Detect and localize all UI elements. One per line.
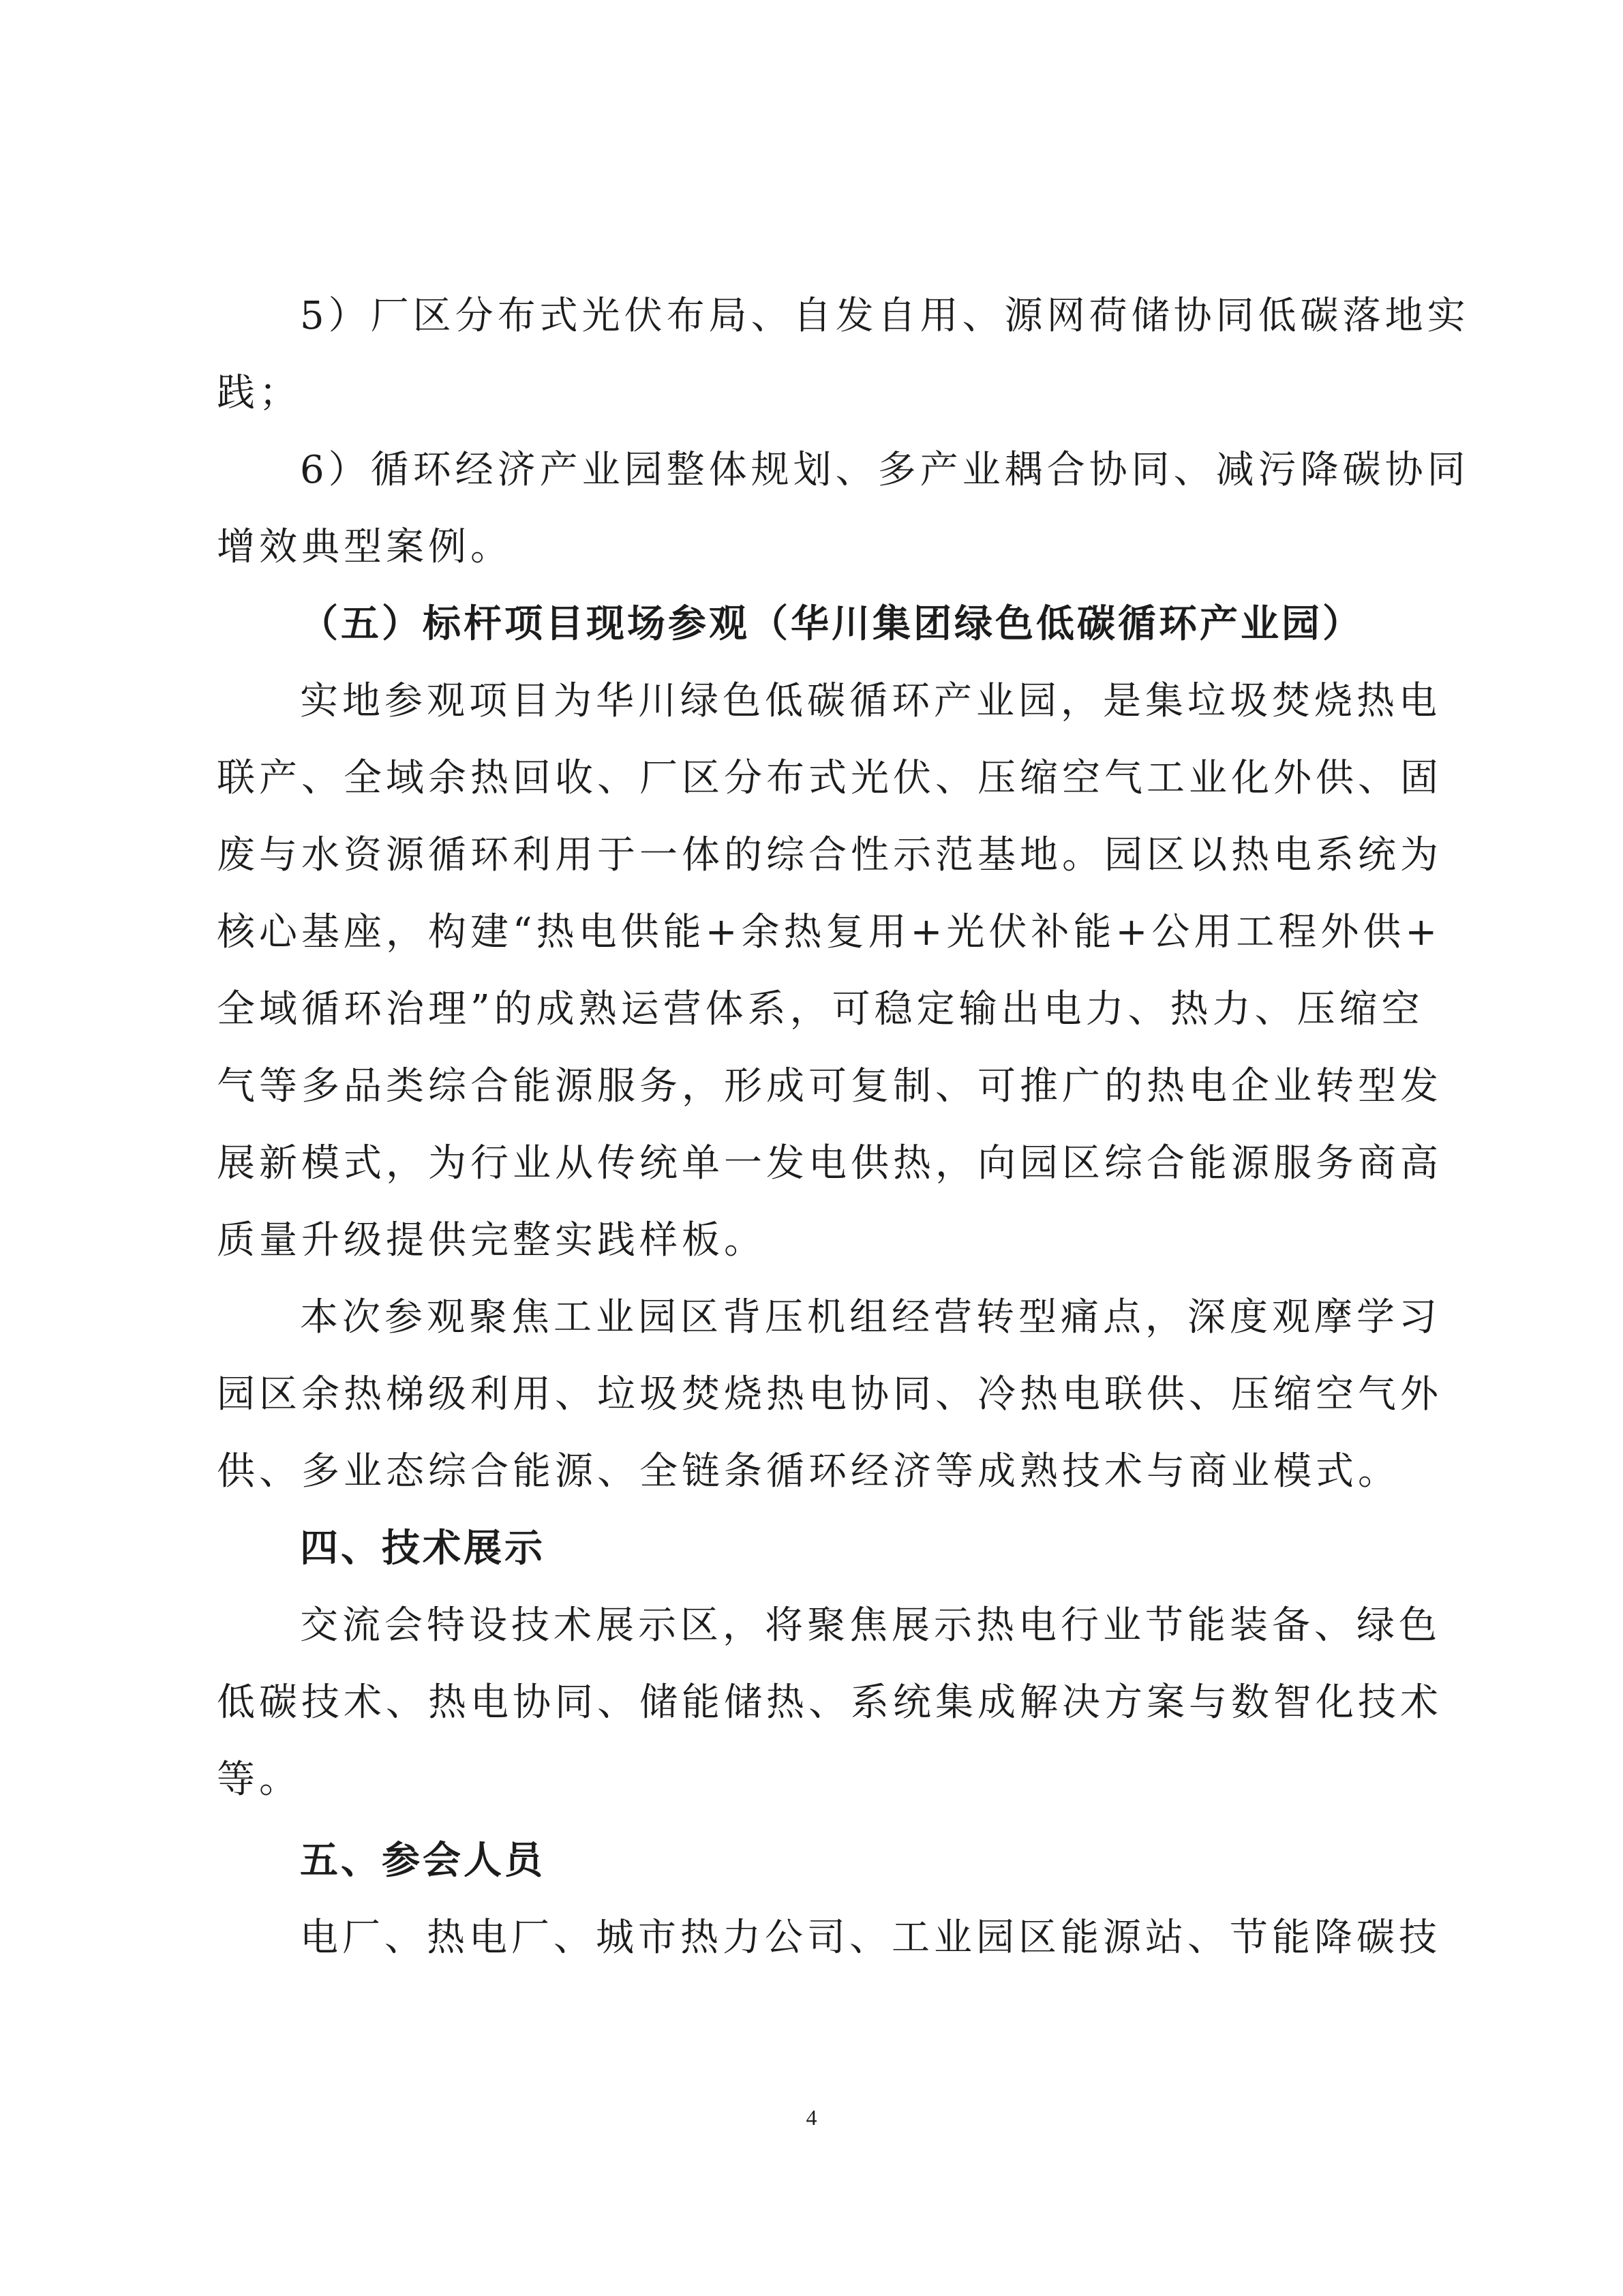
text-line: 展新模式，为行业从传统单一发电供热，向园区综合能源服务商高 xyxy=(217,1141,1442,1185)
section-heading: 五、参会人员 xyxy=(300,1839,545,1883)
text-line: 6）循环经济产业园整体规划、多产业耦合协同、减污降碳协同 xyxy=(300,448,1470,492)
text-line: 核心基座，构建“热电供能+余热复用+光伏补能+公用工程外供+ xyxy=(217,910,1442,954)
text-line: 低碳技术、热电协同、储能储热、系统集成解决方案与数智化技术 xyxy=(217,1680,1442,1725)
text-line: 等。 xyxy=(217,1757,301,1802)
page-number: 4 xyxy=(806,2105,817,2130)
text-line: 践； xyxy=(217,371,301,415)
text-line: 5）厂区分布式光伏布局、自发自用、源网荷储协同低碳落地实 xyxy=(300,294,1470,338)
text-line: 实地参观项目为华川绿色低碳循环产业园，是集垃圾焚烧热电 xyxy=(300,679,1441,723)
text-line: 园区余热梯级利用、垃圾焚烧热电协同、冷热电联供、压缩空气外 xyxy=(217,1372,1442,1417)
text-line: 电厂、热电厂、城市热力公司、工业园区能源站、节能降碳技 xyxy=(300,1916,1441,1960)
section-heading: （五）标杆项目现场参观（华川集团绿色低碳循环产业园） xyxy=(300,602,1363,646)
text-line: 交流会特设技术展示区，将聚焦展示热电行业节能装备、绿色 xyxy=(300,1603,1441,1648)
text-line: 废与水资源循环利用于一体的综合性示范基地。园区以热电系统为 xyxy=(217,833,1442,877)
text-line: 供、多业态综合能源、全链条循环经济等成熟技术与商业模式。 xyxy=(217,1449,1400,1494)
text-line: 气等多品类综合能源服务，形成可复制、可推广的热电企业转型发 xyxy=(217,1064,1442,1108)
text-line: 质量升级提供完整实践样板。 xyxy=(217,1218,766,1263)
text-line: 联产、全域余热回收、厂区分布式光伏、压缩空气工业化外供、固 xyxy=(217,756,1442,800)
text-line: 全域循环治理”的成熟运营体系，可稳定输出电力、热力、压缩空 xyxy=(217,987,1424,1031)
text-line: 本次参观聚焦工业园区背压机组经营转型痛点，深度观摩学习 xyxy=(300,1295,1441,1340)
text-line: 增效典型案例。 xyxy=(217,525,513,569)
section-heading: 四、技术展示 xyxy=(300,1526,545,1571)
